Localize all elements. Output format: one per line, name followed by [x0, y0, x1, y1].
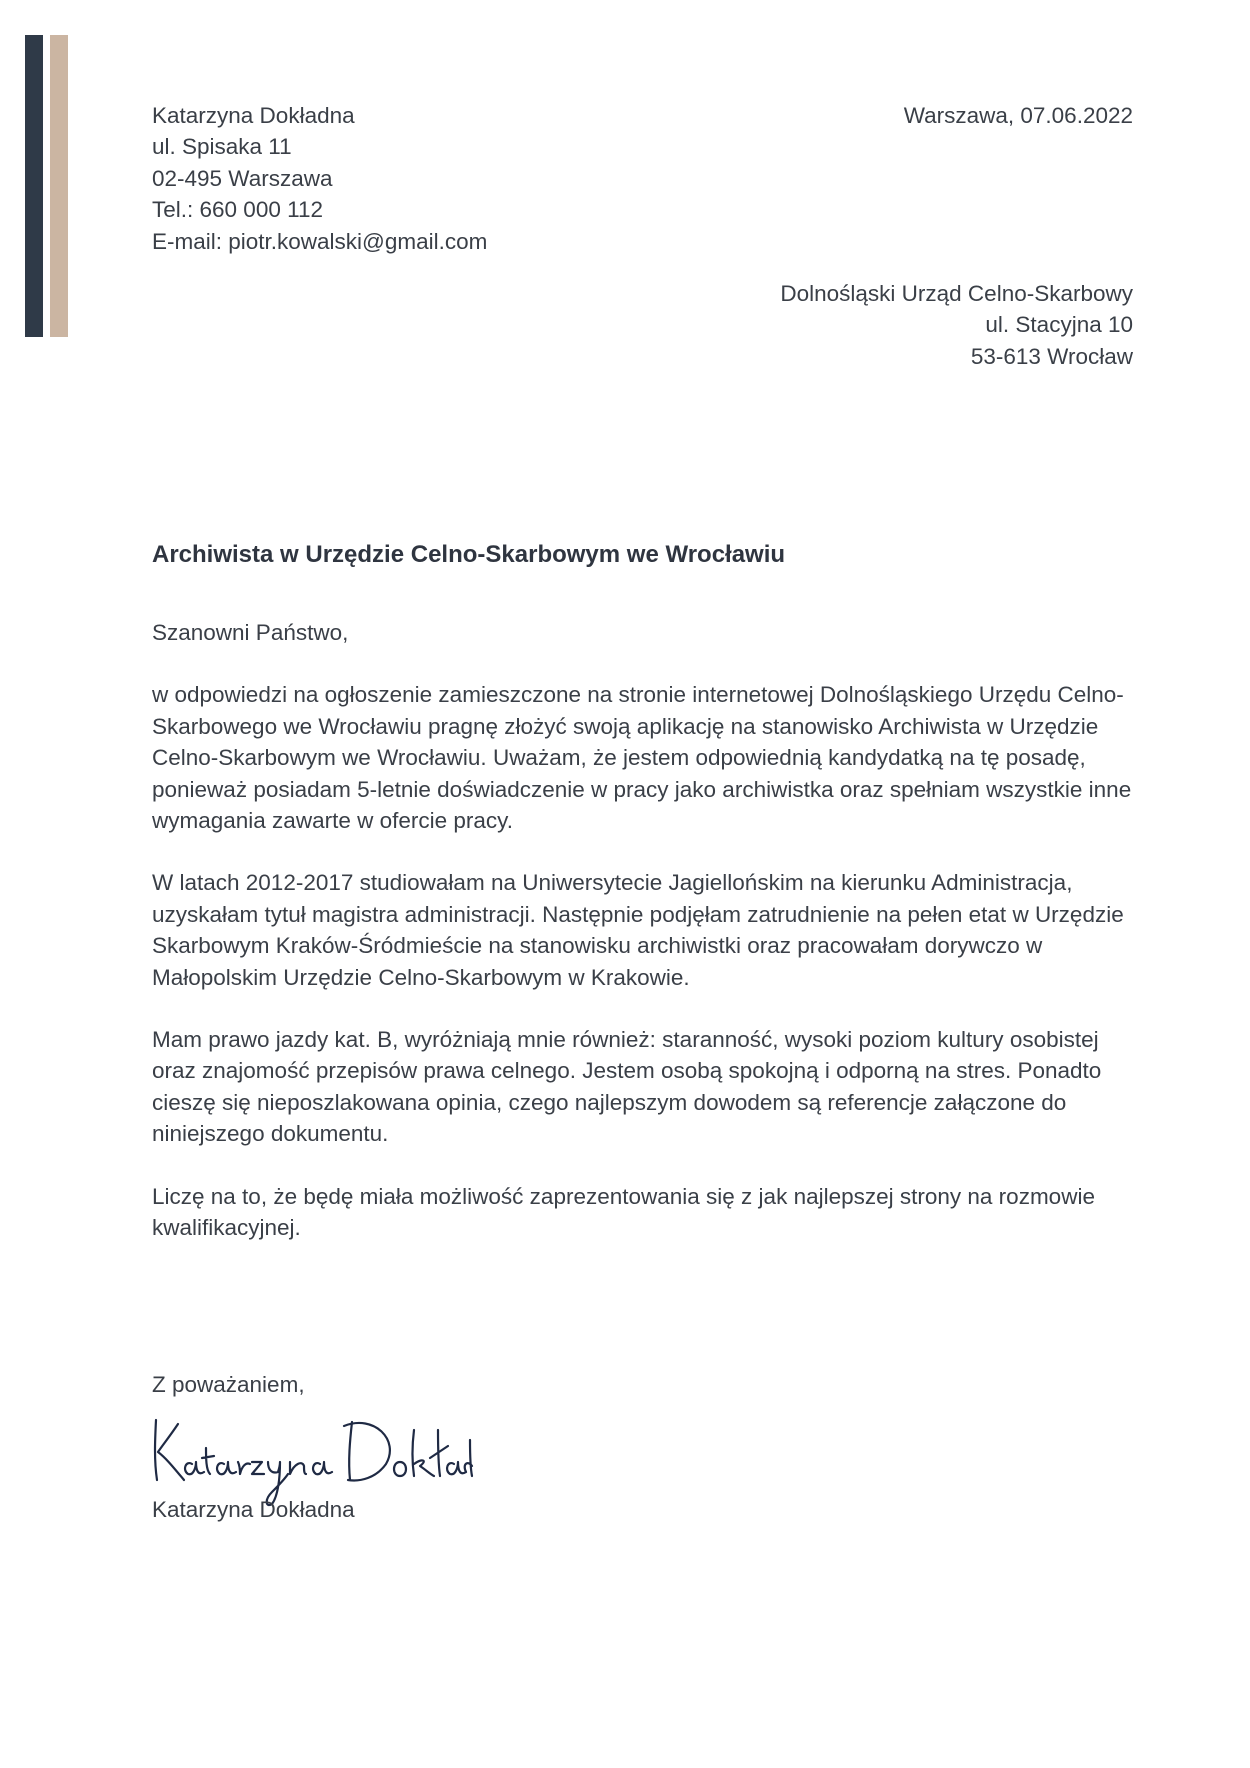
paragraph-3: Mam prawo jazdy kat. B, wyróżniają mnie również: staranność, wysoki poziom kultury osobistej oraz znajomość przepisów prawa celnego. Jestem osobą spokojną i odporną na stres. Ponadto cieszę się nieposzlakowana opinia, czego najlepszym dowodem są referencje załączone do niniejszego dokumentu.: [152, 1027, 1102, 1147]
decorative-bar-dark: [25, 35, 43, 337]
letter-body: [152, 617, 1142, 1275]
closing-phrase: Z poważaniem,: [152, 1372, 305, 1397]
recipient-city: 53-613 Wrocław: [970, 343, 1133, 369]
sender-email: E-mail: piotr.kowalski@gmail.com: [152, 228, 488, 254]
decorative-bar-beige: [50, 35, 68, 337]
paragraph-4: Liczę na to, że będę miała możliwość zaprezentowania się z jak najlepszej strony na rozmowie kwalifikacyjnej.: [152, 1183, 1095, 1241]
letter-date: Warszawa, 07.06.2022: [903, 103, 1133, 128]
recipient-name: Dolnośląski Urząd Celno-Skarbowy: [780, 281, 1133, 306]
sender-address-block: [152, 100, 487, 257]
salutation: Szanowni Państwo,: [152, 620, 349, 645]
letter-subject: Archiwista w Urzędzie Celno-Skarbowym we Wrocławiu: [152, 541, 786, 568]
signer-name: Katarzyna Dokładna: [152, 1497, 355, 1522]
sender-name: Katarzyna Dokładna: [152, 103, 355, 128]
paragraph-1: w odpowiedzi na ogłoszenie zamieszczone na stronie internetowej Dolnośląskiego Urzędu Celno-Skarbowego we Wrocławiu pragnę złożyć swoją aplikację na stanowisko Archiwista w Urzędzie Celno-Skarbowym we Wrocławiu. Uważam, że jestem odpowiednią kandydatką na tę posadę, ponieważ posiadam 5-letnie doświadczenie w pracy jako archiwistka oraz spełniam wszystkie inne wymagania zawarte w ofercie pracy.: [152, 682, 1132, 834]
sender-phone: Tel.: 660 000 112: [152, 197, 323, 223]
recipient-street: ul. Stacyjna 10: [985, 312, 1133, 338]
paragraph-2: W latach 2012-2017 studiowałam na Uniwersytecie Jagiellońskim na kierunku Administracja, uzyskałam tytuł magistra administracji. Następnie podjęłam zatrudnienie na pełen etat w Urzędzie Skarbowym Kraków-Śródmieście na stanowisku archiwistki oraz pracowałam dorywczo w Małopolskim Urzędzie Celno-Skarbowym w Krakowie.: [152, 870, 1124, 990]
sender-city: 02-495 Warszawa: [152, 165, 333, 191]
sender-street: ul. Spisaka 11: [152, 134, 292, 160]
recipient-address-block: [780, 278, 1133, 372]
